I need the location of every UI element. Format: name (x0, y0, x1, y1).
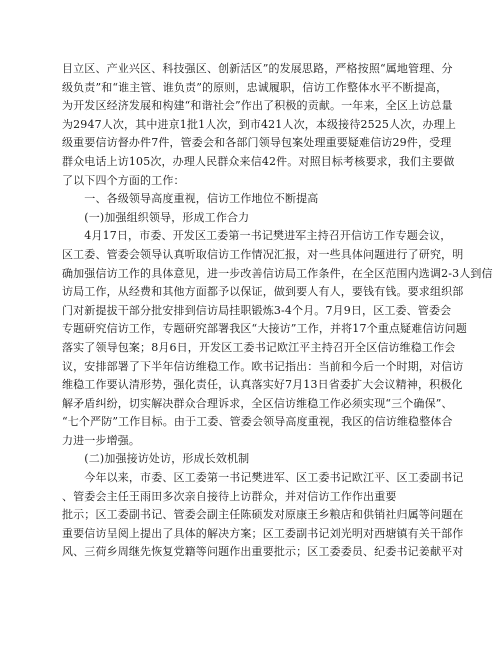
paragraph-line: 了以下四个方面的工作： (62, 173, 185, 187)
paragraph-line: 目立区、产业兴区、科技强区、创新活区”的发展思路，严格按照“属地管理、分 (62, 62, 453, 75)
paragraph-line: 、管委会主任王雨田多次亲自接待上访群众，并对信访工作作出重要 (62, 489, 397, 503)
paragraph-line: 风、三荷乡周继先恢复党籍等问题作出重要批示；区工委委员、纪委书记姜献平对 (62, 545, 464, 559)
document-page (62, 60, 493, 562)
subsection-heading: (一)加强组织领导，形成工作合力 (62, 210, 250, 224)
paragraph-line: 访局工作，从经费和其他方面都予以保证，做到要人有人，要钱有钱。要求组织部 (62, 285, 464, 299)
paragraph-line: 今年以来，市委、区工委第一书记樊进军、区工委书记欧江平、区工委副书记 (62, 471, 464, 485)
paragraph-line: 为开发区经济发展和构建“和谐社会”作出了积极的贡献。一年来，全区上访总量 (62, 99, 453, 113)
paragraph-line: 专题研究信访工作，专题研究部署我区“大接访”工作，并将17个重点疑难信访问题 (62, 322, 467, 336)
paragraph-line: 级重要信访督办件7件，管委会和各部门领导包案处理重要疑难信访29件，受理 (62, 136, 452, 150)
paragraph-line: 群众电话上访105次，办理人民群众来信42件。对照目标考核要求，我们主要做 (62, 154, 455, 168)
paragraph-line: 力进一步增强。 (62, 433, 141, 447)
paragraph-line: 区工委、管委会领导认真听取信访工作情况汇报，对一些具体问题进行了研究，明 (62, 247, 464, 261)
section-heading: 一、各级领导高度重视，信访工作地位不断提高 (62, 192, 319, 206)
paragraph-line: 级负责”和“谁主管、谁负责”的原则，忠诚履职，信访工作整体水平不断提高， (62, 80, 448, 94)
paragraph-line: “七个严防”工作目标。由于工委、管委会领导高度重视，我区的信访维稳整体合 (62, 415, 453, 429)
paragraph-line: 确加强信访工作的具体意见，进一步改善信访局工作条件，在全区范围内选调2-3人到信 (62, 266, 493, 280)
paragraph-line: 4月17日，市委、开发区工委第一书记樊进军主持召开信访工作专题会议， (62, 229, 452, 243)
paragraph-line: 门对新提拔干部分批安排到信访局挂职锻炼3-4个月。7月9日，区工委、管委会 (62, 303, 452, 317)
subsection-heading: (二)加强接访处访，形成长效机制 (62, 452, 250, 466)
paragraph-line: 落实了领导包案；8月6日，开发区工委书记欧江平主持召开全区信访维稳工作会 (62, 340, 456, 354)
paragraph-line: 为2947人次，其中进京1批1人次，到市421人次，本级接待2525人次，办理上 (62, 117, 456, 131)
paragraph-line: 维稳工作要认清形势，强化责任，认真落实好7月13日省委扩大会议精神，积极化 (62, 378, 463, 392)
paragraph-line: 议，安排部署了下半年信访维稳工作。欧书记指出：当前和今后一个时期，对信访 (62, 359, 464, 373)
paragraph-line: 重要信访呈阅上提出了具体的解决方案；区工委副书记刘光明对西塘镇有关干部作 (62, 526, 464, 540)
paragraph-line: 批示；区工委副书记、管委会副主任陈硕发对原康王乡粮店和供销社归属等问题在 (62, 508, 464, 522)
paragraph-line: 解矛盾纠纷，切实解决群众合理诉求，全区信访维稳工作必须实现“三个确保”、 (62, 396, 453, 410)
